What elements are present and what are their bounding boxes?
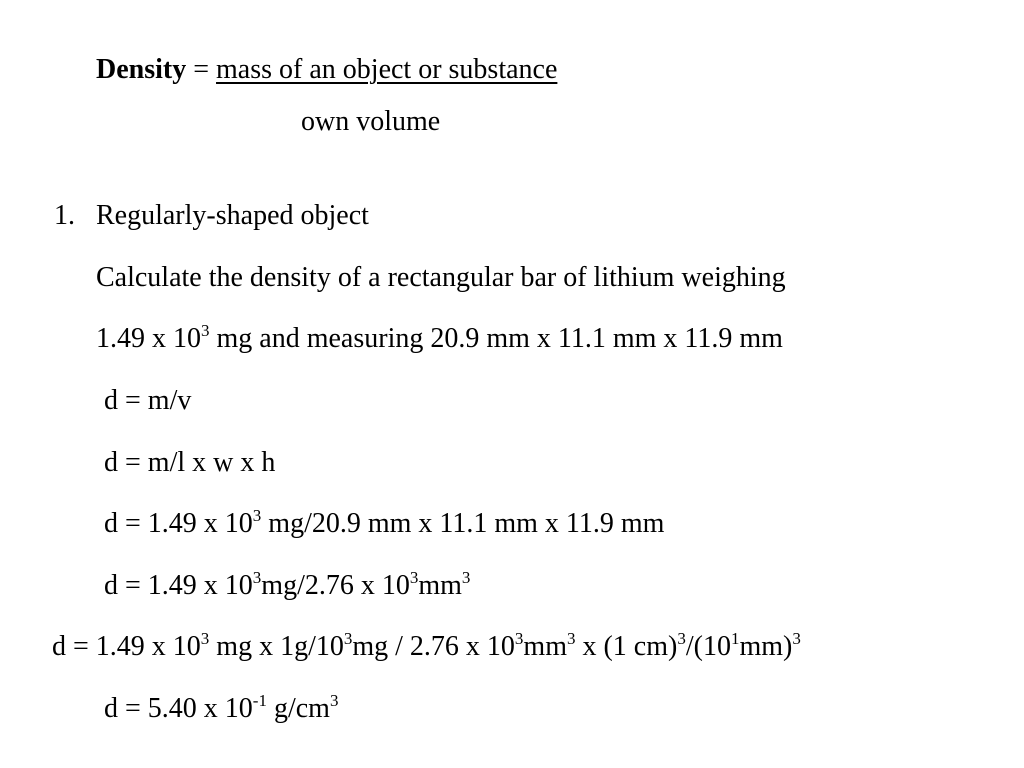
equals-sign: = (186, 54, 217, 85)
step-2: d = m/l x w x h (104, 447, 276, 478)
step-4: d = 1.49 x $10^3mg/2.76$ x $10^3mm^3$ (104, 568, 471, 601)
step-1: d = m/v (104, 385, 192, 416)
step-5: d = 1.49 x $10^3$ mg x $1g/10^3mg / 2.76$ x $10^3mm^3$ x (1 $cm)^3/(10^1mm)^3$ (52, 629, 801, 662)
definition-denominator: own volume (301, 106, 441, 137)
section-heading: Regularly-shaped object (96, 200, 369, 231)
problem-line-2: 1.49 x $10^3$ mg and measuring 20.9 mm x 11.1 mm x 11.9 mm (96, 321, 783, 354)
problem-line-1: Calculate the density of a rectangular bar of lithium weighing (96, 262, 786, 293)
density-definition-denominator-line (301, 108, 440, 136)
density-term: Density (96, 54, 187, 85)
step-6-result: d = 5.40 x $10^{-1}$ $g/cm^3$ (104, 691, 339, 724)
step-3: d = 1.49 x $10^3$ mg/20.9 mm x 11.1 mm x 11.9 mm (104, 506, 665, 539)
density-definition-numerator-line (96, 56, 557, 84)
section-number: 1. (54, 200, 75, 231)
definition-numerator: mass of an object or substance (216, 54, 558, 85)
